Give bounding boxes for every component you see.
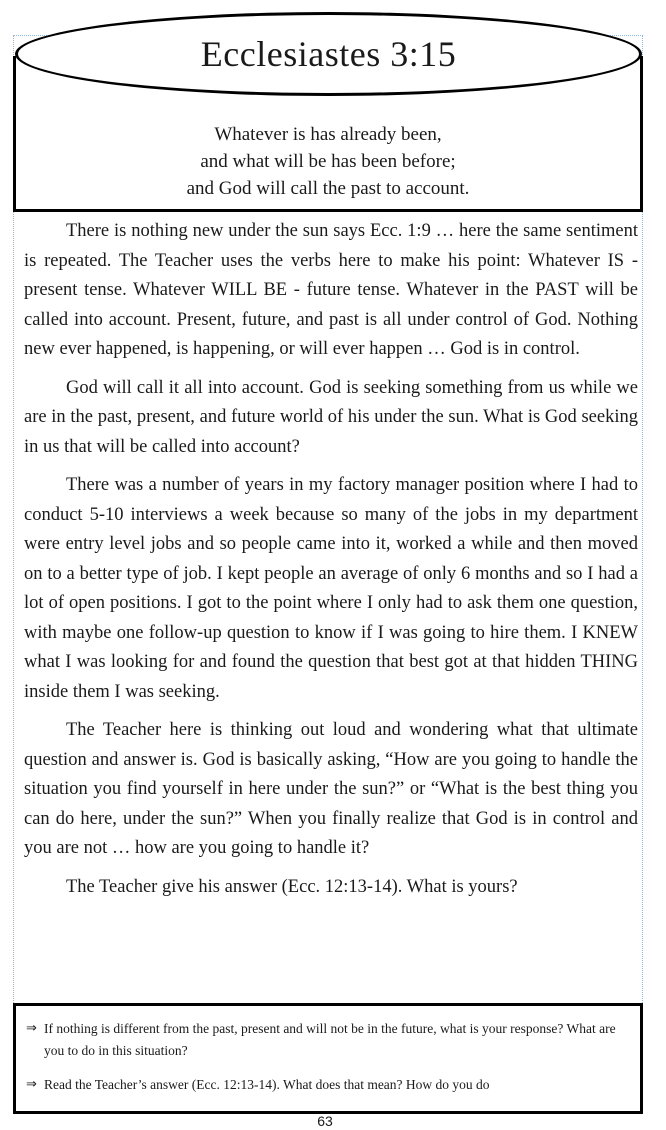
verse-line: and God will call the past to account.: [186, 178, 470, 199]
verse-line: and what will be has been before;: [200, 151, 456, 172]
paragraph: The Teacher here is thinking out loud and wondering what that ultimate question and answer is. God is basically asking, “How are you going to handle the situation you find yourself in here under the sun?” or “What is the best thing you can do here, under the sun?” When you finally realize that God is in control and you are not … how are you going to handle it?: [24, 720, 638, 858]
paragraph: There is nothing new under the sun says Ecc. 1:9 … here the same sentiment is repeated. The Teacher uses the verbs here to make his point: Whatever IS - present tense. Whatever WILL BE - future tense. Whatever in the PAST will be called into account. Present, future, and past is all under control of God. Nothing new ever happened, is happening, or will ever happen … God is in control.: [24, 221, 638, 359]
paragraph: The Teacher give his answer (Ecc. 12:13-14). What is yours?: [66, 876, 518, 897]
question-item: [26, 1018, 630, 1062]
arrow-icon: ⇒: [26, 1021, 37, 1036]
page-title: Ecclesiastes 3:15: [200, 34, 457, 74]
arrow-icon: ⇒: [26, 1077, 37, 1092]
paragraph: There was a number of years in my factory manager position where I had to conduct 5-10 interviews a week because so many of the jobs in my department were entry level jobs and so people came into it, worked a while and then moved on to a better type of job. I kept people an average of only 6 months and so I had a lot of open positions. I got to the point where I only had to ask them one question, with maybe one follow-up question to know if I was going to hire them. I KNEW what I was looking for and found the question that best got at that hidden THING inside them I was seeking.: [24, 475, 638, 702]
title-banner: [15, 12, 642, 96]
commentary-body: [24, 217, 638, 911]
page-number: 63: [317, 1113, 333, 1129]
question-text: Read the Teacher’s answer (Ecc. 12:13-14). What does that mean? How do you do: [44, 1077, 490, 1092]
question-text: If nothing is different from the past, present and will not be in the future, what is your response? What are you to do in this situation?: [44, 1021, 616, 1058]
verse-line: Whatever is has already been,: [214, 124, 442, 145]
question-item: [26, 1074, 630, 1096]
scripture-verse: [13, 121, 643, 202]
paragraph: God will call it all into account. God is seeking something from us while we are in the past, present, and future world of his under the sun. What is God seeking in us that will be called into account?: [24, 377, 638, 457]
reflection-questions: [13, 1003, 643, 1114]
